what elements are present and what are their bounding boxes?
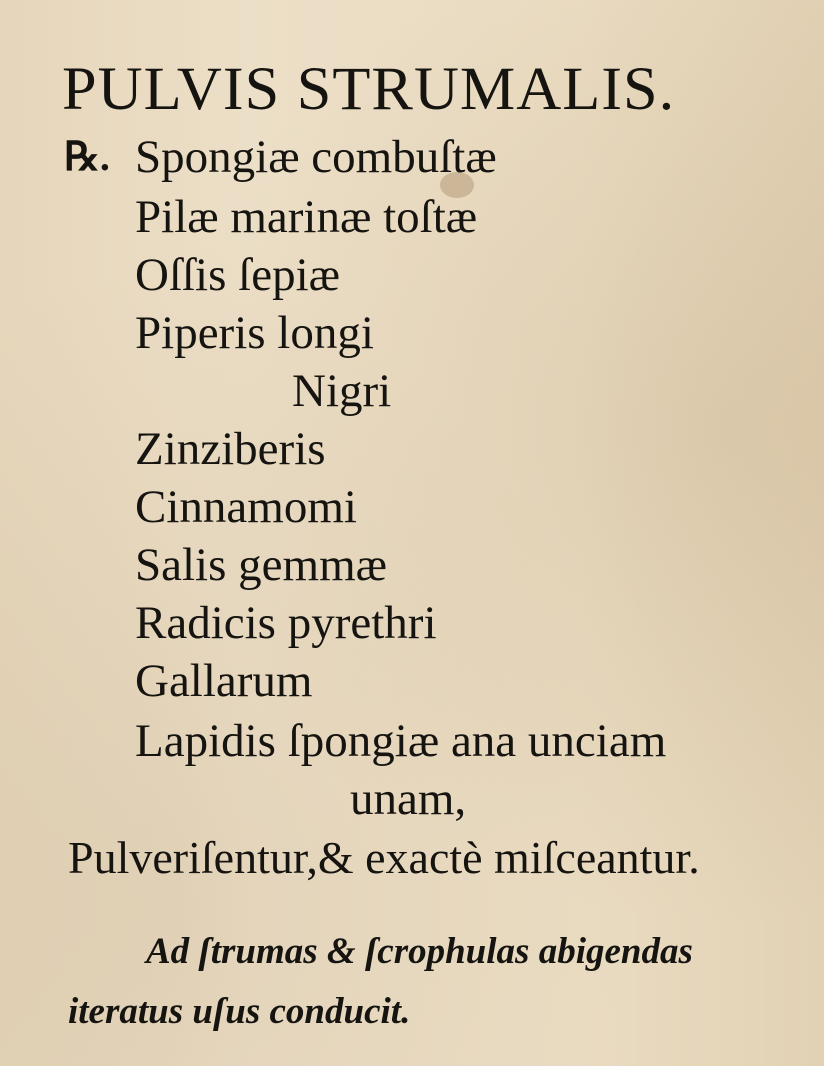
note-line: iteratus uſus conducit. — [68, 991, 411, 1032]
ingredient-line: Radicis pyrethri — [135, 597, 437, 649]
ingredient-line: Oſſis ſepiæ — [135, 249, 340, 301]
recipe-symbol: ℞. — [64, 134, 110, 179]
note-line: Ad ſtrumas & ſcrophulas abigendas — [146, 931, 693, 972]
ingredient-line: unam, — [350, 773, 467, 825]
ingredient-line: Zinziberis — [135, 423, 326, 475]
ingredient-line: Pilæ marinæ toſtæ — [135, 191, 478, 243]
ingredient-line: Spongiæ combuſtæ — [135, 131, 497, 183]
ingredient-line: Lapidis ſpongiæ ana unciam — [135, 715, 667, 767]
page-title: PULVIS STRUMALIS. — [62, 55, 676, 123]
instruction-line: Pulveriſentur,& exactè miſceantur. — [68, 832, 700, 883]
ingredient-line: Salis gemmæ — [135, 539, 387, 591]
ingredient-line: Piperis longi — [135, 307, 374, 359]
ingredient-line: Nigri — [292, 365, 392, 417]
ingredient-line: Cinnamomi — [135, 481, 357, 533]
ingredient-line: Gallarum — [135, 655, 313, 707]
